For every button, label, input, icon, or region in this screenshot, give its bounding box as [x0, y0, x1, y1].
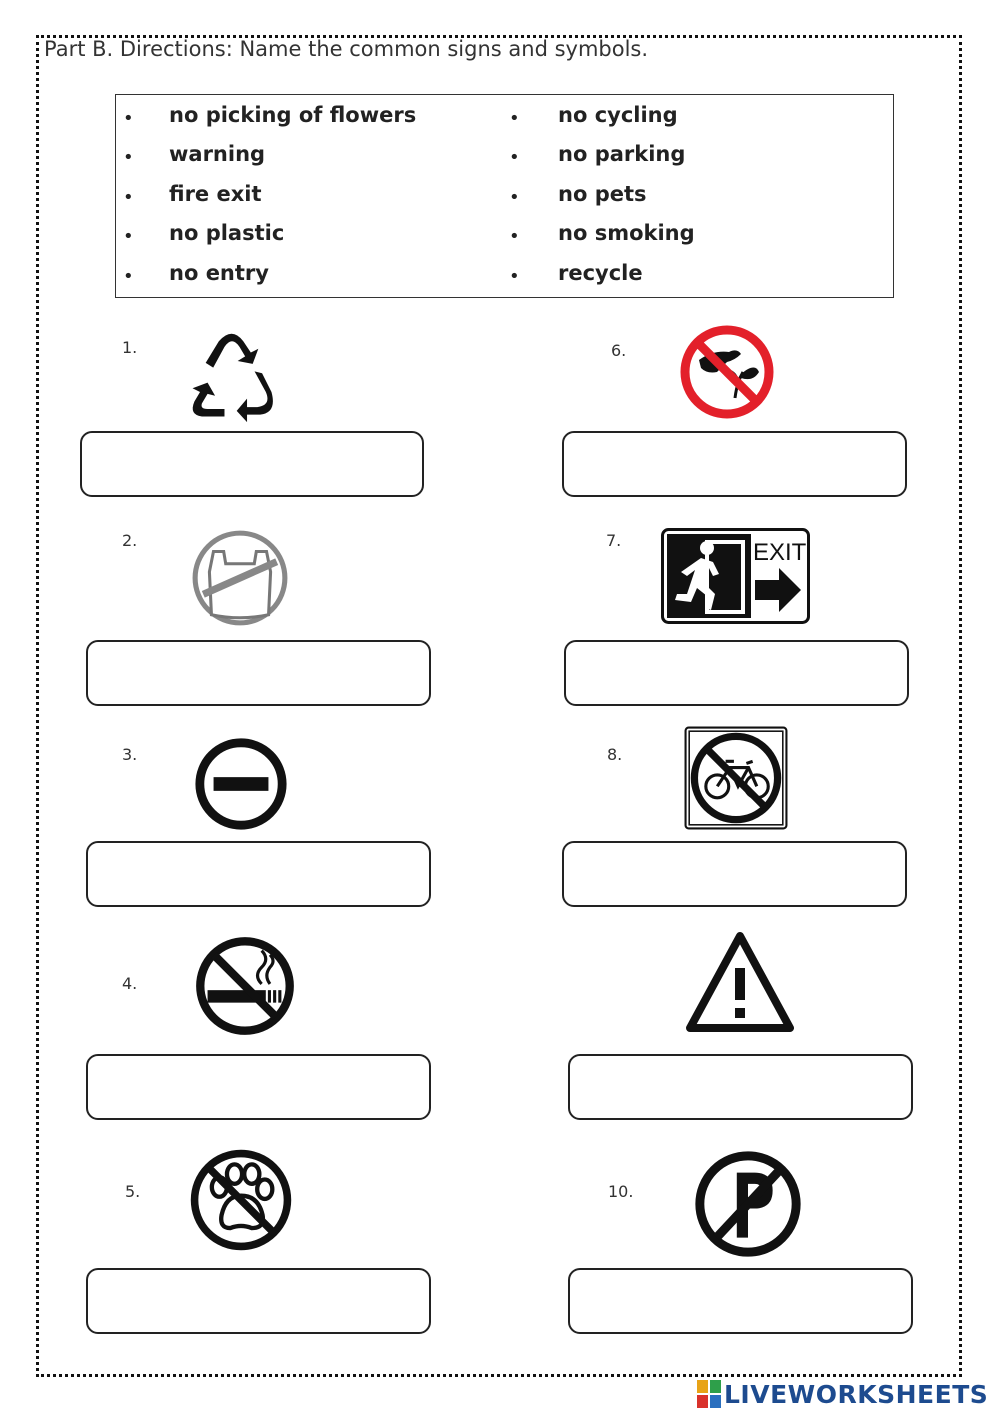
question-number-1: 1.	[122, 338, 138, 357]
bullet: •	[509, 187, 520, 208]
no-picking-flowers-icon	[676, 322, 778, 422]
word-bank-item: no pets	[558, 182, 647, 206]
recycle-icon	[184, 330, 280, 424]
answer-input-2[interactable]	[86, 640, 431, 706]
no-pets-icon	[186, 1146, 296, 1254]
bullet: •	[509, 266, 520, 287]
question-number-6: 6.	[611, 341, 627, 360]
bullet: •	[509, 108, 520, 129]
word-bank-item: warning	[169, 142, 266, 166]
bullet: •	[123, 147, 134, 168]
word-bank-item: recycle	[558, 261, 643, 285]
directions-heading: Part B. Directions: Name the common signs and symbols.	[44, 37, 649, 61]
no-smoking-icon	[191, 934, 299, 1038]
word-bank-item: no entry	[169, 261, 269, 285]
word-bank-item: no smoking	[558, 221, 695, 245]
word-bank	[115, 94, 894, 298]
exit-label: EXIT	[753, 539, 807, 566]
liveworksheets-brand	[697, 1378, 988, 1410]
question-number-10: 10.	[608, 1182, 634, 1201]
answer-input-3[interactable]	[86, 841, 431, 907]
answer-input-4[interactable]	[86, 1054, 431, 1120]
question-number-3: 3.	[122, 745, 138, 764]
answer-input-10[interactable]	[568, 1268, 913, 1334]
bullet: •	[123, 266, 134, 287]
fire-exit-icon	[661, 528, 810, 624]
question-number-5: 5.	[125, 1182, 141, 1201]
liveworksheets-logo-icon	[697, 1380, 721, 1408]
answer-input-6[interactable]	[562, 431, 907, 497]
warning-icon	[684, 930, 796, 1036]
question-number-2: 2.	[122, 531, 138, 550]
question-number-8: 8.	[607, 745, 623, 764]
question-number-7: 7.	[606, 531, 622, 550]
answer-input-7[interactable]	[564, 640, 909, 706]
answer-input-1[interactable]	[80, 431, 424, 497]
answer-input-8[interactable]	[562, 841, 907, 907]
no-parking-icon	[692, 1148, 804, 1260]
bullet: •	[123, 226, 134, 247]
question-number-4: 4.	[122, 974, 138, 993]
word-bank-item: no plastic	[169, 221, 285, 245]
word-bank-item: no parking	[558, 142, 686, 166]
brand-name: LIVEWORKSHEETS	[724, 1379, 989, 1409]
answer-input-9[interactable]	[568, 1054, 913, 1120]
bullet: •	[509, 226, 520, 247]
bullet: •	[123, 108, 134, 129]
no-plastic-icon	[188, 527, 292, 629]
bullet: •	[123, 187, 134, 208]
word-bank-item: fire exit	[169, 182, 262, 206]
answer-input-5[interactable]	[86, 1268, 431, 1334]
no-entry-icon	[190, 735, 292, 833]
word-bank-item: no picking of flowers	[169, 103, 417, 127]
word-bank-item: no cycling	[558, 103, 678, 127]
bullet: •	[509, 147, 520, 168]
no-cycling-icon	[684, 725, 788, 831]
